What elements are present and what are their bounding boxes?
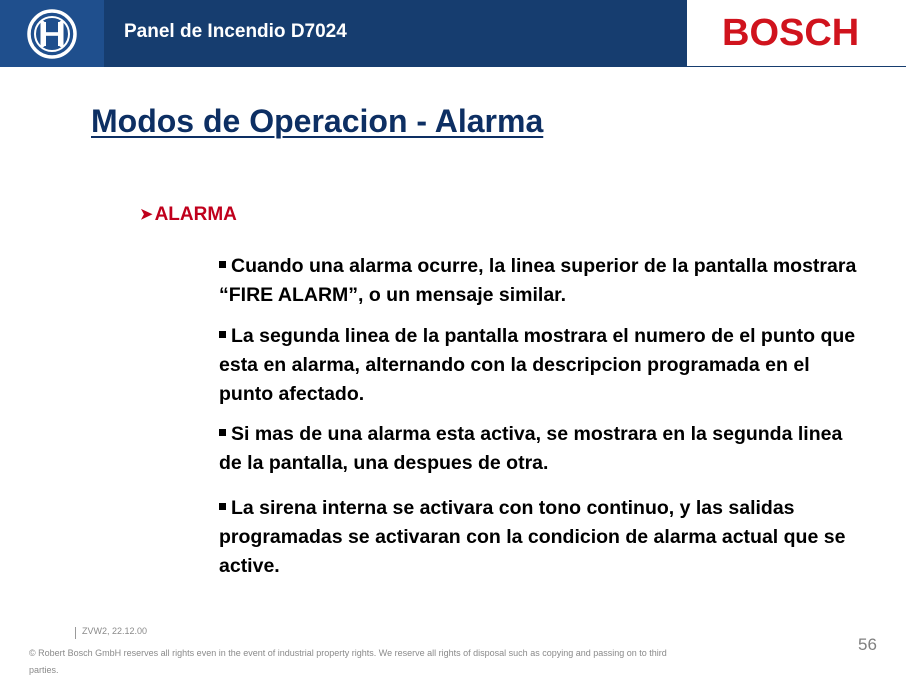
header-divider <box>687 66 906 67</box>
logo-box <box>0 0 104 67</box>
page-number: 56 <box>858 635 877 654</box>
header-title: Panel de Incendio D7024 <box>124 21 347 42</box>
footer-divider <box>75 627 76 639</box>
page-title: Modos de Operacion - Alarma <box>91 103 544 139</box>
square-bullet-icon <box>219 331 226 338</box>
bullet-item <box>219 494 859 581</box>
square-bullet-icon <box>219 261 226 268</box>
bullet-text: Si mas de una alarma esta activa, se mostrara en la segunda linea de la pantalla, una despues de otra. <box>219 423 843 474</box>
square-bullet-icon <box>219 503 226 510</box>
bullet-item <box>219 322 859 409</box>
arrowhead-bullet-icon: ➤ <box>140 206 153 223</box>
bullet-text: La segunda linea de la pantalla mostrara el numero de el punto que esta en alarma, alternando con la descripcion programada en el punto afectado. <box>219 325 856 405</box>
bullet-text: La sirena interna se activara con tono continuo, y las salidas programadas se activaran con la condicion de alarma actual que se active. <box>219 497 846 577</box>
bullet-item <box>219 252 859 310</box>
square-bullet-icon <box>219 429 226 436</box>
bosch-brand-logo: BOSCH <box>722 12 860 54</box>
bullet-item <box>219 420 859 478</box>
header-title-band <box>104 0 687 67</box>
section-heading <box>140 204 237 226</box>
section-heading-label: ALARMA <box>154 204 237 225</box>
bosch-armature-icon <box>26 8 78 60</box>
footer-code: ZVW2, 22.12.00 <box>82 626 148 636</box>
copyright-notice: © Robert Bosch GmbH reserves all rights even in the event of industrial property rights. We reserve all rights of disposal such as copying and passing on to third parties. <box>29 648 667 675</box>
slide-header <box>0 0 906 67</box>
bullet-text: Cuando una alarma ocurre, la linea superior de la pantalla mostrara “FIRE ALARM”, o un mensaje similar. <box>219 255 857 306</box>
